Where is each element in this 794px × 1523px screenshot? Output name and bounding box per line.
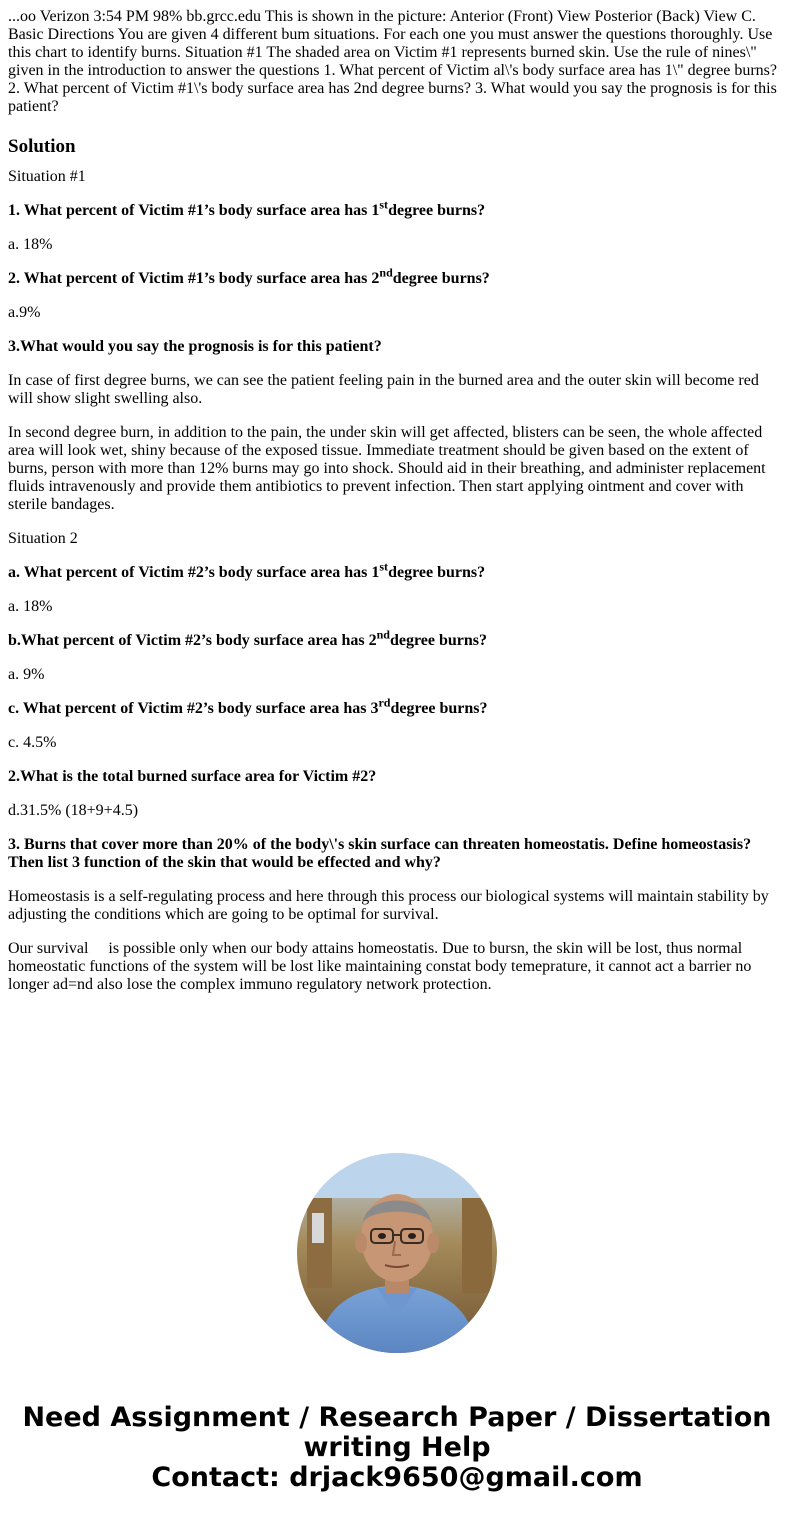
situation-2-question-b — [8, 627, 786, 650]
author-avatar — [297, 1153, 497, 1353]
situation-2-paragraph-1: Homeostasis is a self-regulating process and here through this process our biological systems will maintain stability by adjusting the conditions which are going to be optimal for survival. — [8, 888, 769, 923]
situation-2-question-a — [8, 559, 786, 582]
ordinal-suffix: nd — [376, 627, 390, 642]
solution-heading: Solution — [8, 136, 76, 157]
banner-contact-email: Contact: drjack9650@gmail.com — [151, 1462, 643, 1493]
question-text: a. What percent of Victim #2’s body surface area has 1 — [8, 564, 380, 581]
situation-1-answer-1: a. 18% — [8, 236, 53, 253]
question-text: degree burns? — [388, 564, 486, 581]
question-text: degree burns? — [390, 700, 488, 717]
question-text: degree burns? — [388, 202, 486, 219]
situation-2-answer-b: a. 9% — [8, 666, 45, 683]
banner-line-1: Need Assignment / Research Paper / Dissertation — [22, 1402, 772, 1433]
situation-2-answer-a: a. 18% — [8, 598, 53, 615]
document-body — [8, 8, 786, 1010]
situation-1-paragraph-2: In second degree burn, in addition to the pain, the under skin will get affected, blisters can be seen, the whole affected area will look wet, shiny because of the exposed tissue. Immediate treatment should be given based on the extent of burns, person with more than 12% burns may go into shock. Should aid in their breathing, and administer replacement fluids intravenously and provide them antibiotics to prevent infection. Then start applying ointment and cover with sterile bandages. — [8, 424, 766, 513]
question-text: c. What percent of Victim #2’s body surface area has 3 — [8, 700, 379, 717]
ordinal-suffix: nd — [379, 265, 393, 280]
question-text: b.What percent of Victim #2’s body surface area has 2 — [8, 632, 377, 649]
situation-2-paragraph-2: Our survival is possible only when our body attains homeostatis. Due to bursn, the skin will be lost, thus normal homeostatic functions of the system will be lost like maintaining constat body temeprature, it cannot act a barrier no longer ad=nd also lose the complex immuno regulatory network protection. — [8, 940, 756, 993]
situation-2-question-c — [8, 695, 786, 718]
question-text: 2. What percent of Victim #1’s body surface area has 2 — [8, 270, 380, 287]
situation-2-question-3: 3. Burns that cover more than 20% of the body\'s skin surface can threaten homeostatis. Define homeostasis? Then list 3 function of the skin that would be effected and why? — [8, 836, 752, 871]
situation-2-answer-2: d.31.5% (18+9+4.5) — [8, 802, 139, 819]
situation-1-label: Situation #1 — [8, 168, 86, 185]
situation-2-answer-c: c. 4.5% — [8, 734, 57, 751]
situation-1-question-2 — [8, 265, 786, 288]
intro-text: ...oo Verizon 3:54 PM 98% bb.grcc.edu This is shown in the picture: Anterior (Front) View Posterior (Back) View C. Basic Directions You are given 4 different bum situations. For each one you must answer the questions thoroughly. Use this chart to identify burns. Situation #1 The shaded area on Victim #1 represents burned skin. Use the rule of nines\" given in the introduction to answer the questions 1. What percent of Victim al\'s body surface area has 1\" degree burns? 2. What percent of Victim #1\'s body surface area has 2nd degree burns? 3. What would you say the prognosis is for this patient? — [8, 8, 777, 115]
situation-1-answer-2: a.9% — [8, 304, 41, 321]
situation-2-label: Situation 2 — [8, 530, 78, 547]
situation-1-question-3: 3.What would you say the prognosis is for this patient? — [8, 338, 382, 355]
situation-1-paragraph-1: In case of first degree burns, we can see the patient feeling pain in the burned area and the outer skin will become red will show slight swelling also. — [8, 372, 759, 407]
question-text: degree burns? — [392, 270, 490, 287]
situation-1-question-1 — [8, 197, 786, 220]
ordinal-suffix: st — [379, 559, 389, 574]
ordinal-suffix: st — [379, 197, 389, 212]
banner-line-2: writing Help — [303, 1432, 491, 1463]
ordinal-suffix: rd — [378, 695, 391, 710]
question-text: 1. What percent of Victim #1’s body surface area has 1 — [8, 202, 380, 219]
contact-banner — [0, 1403, 794, 1493]
avatar-portrait-image — [297, 1153, 497, 1353]
situation-2-question-2: 2.What is the total burned surface area for Victim #2? — [8, 768, 377, 785]
question-text: degree burns? — [389, 632, 487, 649]
